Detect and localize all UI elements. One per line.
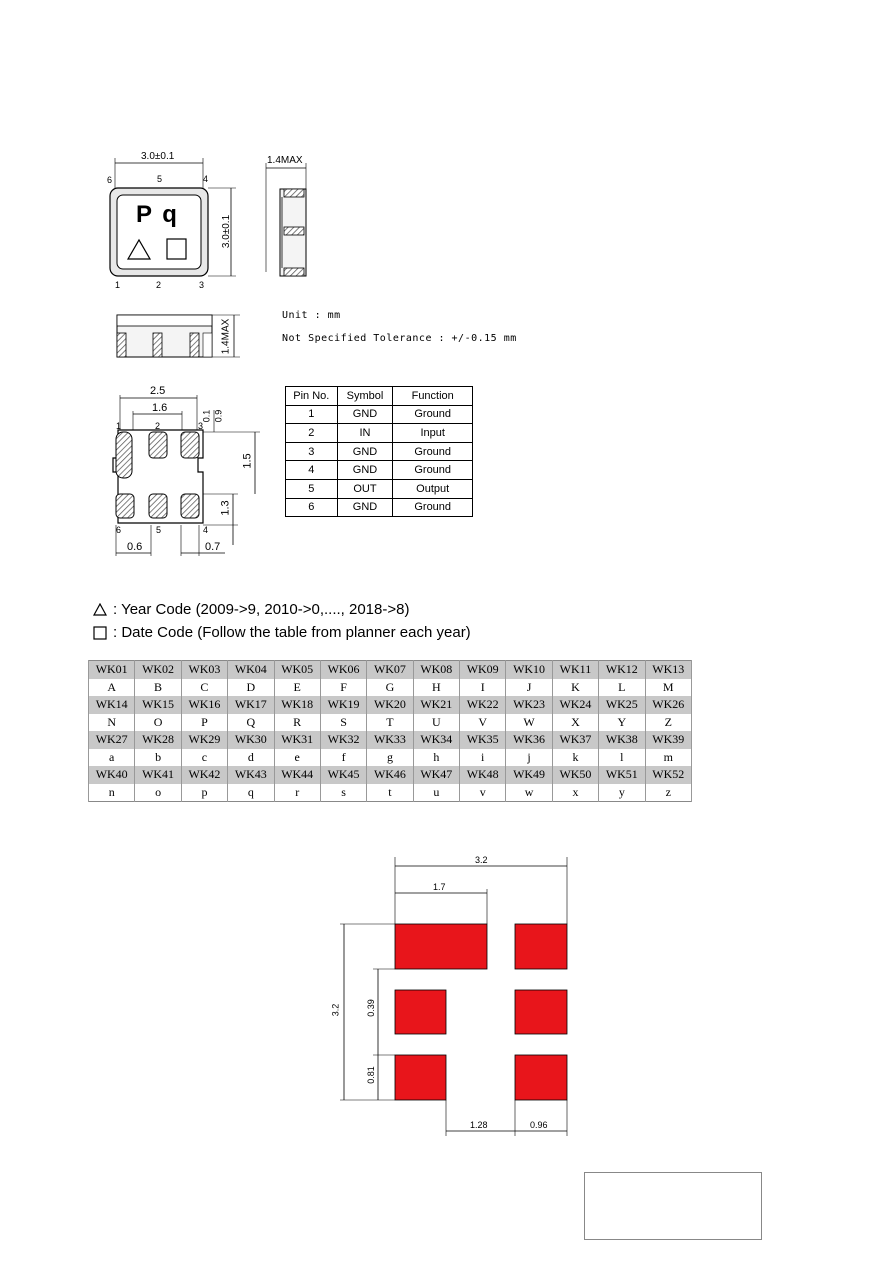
bottom-view-dim-01: 0.1 [201, 409, 212, 423]
week-cell: WK21 [413, 696, 459, 714]
code-cell: e [274, 749, 320, 767]
pin-cell: Ground [393, 405, 473, 424]
land-pad [515, 924, 567, 969]
week-cell: WK31 [274, 731, 320, 749]
code-cell: J [506, 679, 552, 697]
code-cell: c [181, 749, 227, 767]
code-cell: N [89, 714, 135, 732]
code-cell: a [89, 749, 135, 767]
week-cell: WK32 [320, 731, 366, 749]
code-cell: i [460, 749, 506, 767]
week-cell: WK49 [506, 766, 552, 784]
week-cell: WK51 [599, 766, 645, 784]
week-cell: WK28 [135, 731, 181, 749]
week-cell: WK10 [506, 661, 552, 679]
week-cell: WK38 [599, 731, 645, 749]
pin-cell: 2 [286, 424, 338, 443]
code-cell: l [599, 749, 645, 767]
pin-table [285, 386, 473, 517]
week-row [89, 766, 692, 784]
pin-table-header-cell: Symbol [337, 387, 393, 406]
code-cell: x [552, 784, 598, 802]
code-cell: W [506, 714, 552, 732]
week-cell: WK22 [460, 696, 506, 714]
week-cell: WK11 [552, 661, 598, 679]
week-cell: WK06 [320, 661, 366, 679]
code-cell: C [181, 679, 227, 697]
code-cell: O [135, 714, 181, 732]
week-cell: WK25 [599, 696, 645, 714]
land-pad [395, 1055, 446, 1100]
front-view-height-dim: 1.4MAX [220, 318, 232, 355]
week-cell: WK01 [89, 661, 135, 679]
code-cell: y [599, 784, 645, 802]
top-pin-label-5: 5 [157, 174, 163, 184]
code-cell: r [274, 784, 320, 802]
code-cell: d [228, 749, 274, 767]
week-cell: WK45 [320, 766, 366, 784]
week-row [89, 696, 692, 714]
pin-cell: IN [337, 424, 393, 443]
land-dim-pad-small: 0.96 [530, 1120, 548, 1130]
code-cell: f [320, 749, 366, 767]
year-code-text: : Year Code (2009->9, 2010->0,...., 2018->8) [113, 601, 410, 618]
pin-cell: 3 [286, 442, 338, 461]
bottom-view-dim-outer: 2.5 [150, 385, 166, 397]
pin-cell: Ground [393, 442, 473, 461]
bottom-view-drawing [100, 385, 265, 560]
bottom-pin-label-6: 6 [116, 525, 122, 535]
code-cell: T [367, 714, 413, 732]
week-cell: WK02 [135, 661, 181, 679]
tolerance-note: Not Specified Tolerance : +/-0.15 mm [282, 333, 517, 344]
week-cell: WK19 [320, 696, 366, 714]
week-cell: WK35 [460, 731, 506, 749]
date-code-text: : Date Code (Follow the table from planner each year) [113, 624, 471, 641]
code-cell: U [413, 714, 459, 732]
week-cell: WK27 [89, 731, 135, 749]
bottom-view-dim-09: 0.9 [213, 409, 224, 423]
bottom-view-dim-15: 1.5 [241, 453, 254, 469]
code-cell: R [274, 714, 320, 732]
code-cell: n [89, 784, 135, 802]
code-row [89, 679, 692, 697]
date-code-legend [93, 624, 471, 641]
week-row [89, 661, 692, 679]
triangle-icon [93, 603, 107, 616]
bottom-pin-label-3: 3 [198, 421, 204, 431]
land-dim-spacing: 1.28 [470, 1120, 488, 1130]
week-code-table [88, 660, 692, 802]
code-cell: S [320, 714, 366, 732]
unit-note: Unit : mm [282, 310, 341, 321]
week-cell: WK15 [135, 696, 181, 714]
week-cell: WK44 [274, 766, 320, 784]
land-dim-total-width: 3.2 [475, 855, 488, 865]
code-cell: L [599, 679, 645, 697]
code-cell: A [89, 679, 135, 697]
week-cell: WK41 [135, 766, 181, 784]
side-view-height-dim: 1.4MAX [267, 155, 303, 166]
week-cell: WK37 [552, 731, 598, 749]
code-cell: X [552, 714, 598, 732]
code-cell: K [552, 679, 598, 697]
week-cell: WK04 [228, 661, 274, 679]
top-pin-label-2: 2 [156, 280, 162, 290]
land-pad [515, 1055, 567, 1100]
code-cell: D [228, 679, 274, 697]
code-cell: Z [645, 714, 692, 732]
bottom-view-dim-07: 0.7 [205, 541, 221, 553]
week-cell: WK24 [552, 696, 598, 714]
bottom-pin-label-5: 5 [156, 525, 162, 535]
week-cell: WK26 [645, 696, 692, 714]
week-cell: WK46 [367, 766, 413, 784]
pin-cell: 5 [286, 479, 338, 498]
week-cell: WK39 [645, 731, 692, 749]
pin-cell: GND [337, 461, 393, 480]
pin-table-row [286, 424, 473, 443]
code-cell: g [367, 749, 413, 767]
week-cell: WK48 [460, 766, 506, 784]
week-cell: WK07 [367, 661, 413, 679]
week-cell: WK03 [181, 661, 227, 679]
land-pad [395, 990, 446, 1034]
square-icon [93, 626, 107, 640]
pin-cell: GND [337, 442, 393, 461]
code-row [89, 784, 692, 802]
code-cell: k [552, 749, 598, 767]
land-dim-pad-height: 0.81 [365, 1066, 376, 1084]
bottom-pin-label-4: 4 [203, 525, 209, 535]
code-row [89, 714, 692, 732]
week-cell: WK40 [89, 766, 135, 784]
code-cell: G [367, 679, 413, 697]
code-cell: q [228, 784, 274, 802]
code-cell: I [460, 679, 506, 697]
year-code-legend [93, 601, 409, 618]
week-cell: WK14 [89, 696, 135, 714]
code-cell: z [645, 784, 692, 802]
bottom-pin-label-2: 2 [155, 421, 161, 431]
code-cell: p [181, 784, 227, 802]
code-cell: Y [599, 714, 645, 732]
code-cell: t [367, 784, 413, 802]
code-cell: H [413, 679, 459, 697]
week-cell: WK29 [181, 731, 227, 749]
top-pin-label-3: 3 [199, 280, 205, 290]
week-cell: WK13 [645, 661, 692, 679]
land-dim-pad-width: 1.7 [433, 882, 446, 892]
pin-cell: Output [393, 479, 473, 498]
pin-cell: Ground [393, 461, 473, 480]
bottom-view-dim-06: 0.6 [127, 541, 143, 553]
week-cell: WK36 [506, 731, 552, 749]
week-cell: WK30 [228, 731, 274, 749]
week-cell: WK05 [274, 661, 320, 679]
code-cell: B [135, 679, 181, 697]
code-cell: E [274, 679, 320, 697]
top-view-marking: P q [136, 201, 177, 228]
pin-table-row [286, 442, 473, 461]
week-cell: WK20 [367, 696, 413, 714]
week-cell: WK34 [413, 731, 459, 749]
code-cell: u [413, 784, 459, 802]
bottom-pin-label-1: 1 [116, 421, 122, 431]
week-cell: WK16 [181, 696, 227, 714]
code-cell: m [645, 749, 692, 767]
code-cell: h [413, 749, 459, 767]
week-cell: WK47 [413, 766, 459, 784]
week-row [89, 731, 692, 749]
code-cell: F [320, 679, 366, 697]
code-cell: w [506, 784, 552, 802]
pin-table-row [286, 405, 473, 424]
pin-cell: 1 [286, 405, 338, 424]
week-cell: WK50 [552, 766, 598, 784]
code-row [89, 749, 692, 767]
week-cell: WK18 [274, 696, 320, 714]
pin-cell: 4 [286, 461, 338, 480]
land-pattern-drawing [325, 850, 585, 1140]
pin-cell: OUT [337, 479, 393, 498]
code-cell: o [135, 784, 181, 802]
pin-table-header [286, 387, 473, 406]
code-cell: v [460, 784, 506, 802]
pin-table-header-cell: Function [393, 387, 473, 406]
pin-cell: GND [337, 405, 393, 424]
code-cell: M [645, 679, 692, 697]
code-cell: V [460, 714, 506, 732]
pin-cell: Input [393, 424, 473, 443]
bottom-view-dim-13: 1.3 [219, 500, 232, 516]
bottom-view-dim-inner: 1.6 [152, 402, 168, 414]
pin-cell: GND [337, 498, 393, 517]
pin-cell: Ground [393, 498, 473, 517]
code-cell: j [506, 749, 552, 767]
top-pin-label-4: 4 [203, 174, 209, 184]
pin-table-row [286, 461, 473, 480]
code-cell: Q [228, 714, 274, 732]
side-view-drawing [260, 150, 320, 280]
top-pin-label-6: 6 [107, 175, 113, 185]
week-cell: WK12 [599, 661, 645, 679]
code-cell: s [320, 784, 366, 802]
code-cell: b [135, 749, 181, 767]
pin-table-row [286, 498, 473, 517]
top-view-width-dim: 3.0±0.1 [141, 151, 175, 162]
week-cell: WK42 [181, 766, 227, 784]
week-cell: WK43 [228, 766, 274, 784]
week-cell: WK33 [367, 731, 413, 749]
week-cell: WK23 [506, 696, 552, 714]
code-cell: P [181, 714, 227, 732]
week-cell: WK52 [645, 766, 692, 784]
footer-box [584, 1172, 762, 1240]
land-dim-total-height: 3.2 [330, 1003, 341, 1017]
land-pad [395, 924, 487, 969]
top-view-height-dim: 3.0±0.1 [221, 214, 233, 249]
land-pad [515, 990, 567, 1034]
week-cell: WK09 [460, 661, 506, 679]
week-cell: WK17 [228, 696, 274, 714]
pin-table-header-cell: Pin No. [286, 387, 338, 406]
pin-table-row [286, 479, 473, 498]
land-dim-gap: 0.39 [365, 999, 376, 1017]
pin-cell: 6 [286, 498, 338, 517]
top-pin-label-1: 1 [115, 280, 121, 290]
week-cell: WK08 [413, 661, 459, 679]
